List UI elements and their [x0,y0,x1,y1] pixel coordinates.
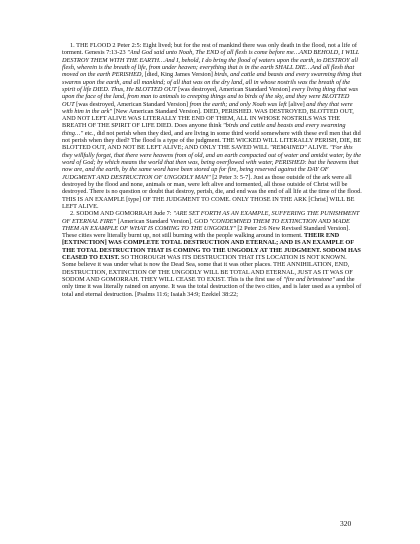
italic-quote: "REMAINED" [270,144,307,152]
italic-quote: from the earth; and only Noah was left [189,100,287,108]
text-run: [2 Peter 2:6 New Revised Standard Version]. These cities were literally burnt up, not still burning with the people walking around in torment. [62,224,350,240]
italic-quote: "fire and brimstone" [283,276,335,283]
text-run: [2 Peter 3: 5-7]. Just as those outside of the ark were all destroyed by the flood and none, animals or man, were left alive and tormented, all those outside of Christ will be destroyed. There is no question or doubt that destroy, perish, die, and end was the end of all life at the time of the flood. THIS IS AN EXAMPLE [type] OF THE JUDGMENT TO COME. ONLY THOSE IN THE ARK [Christ] WILL BE LEFT ALIVE. [62,173,362,210]
page-number: 320 [340,519,352,528]
italic-quote: "ARE SET FORTH AS AN EXAMPLE, SUFFERING THE PUNISHMENT OF ETERNAL FIRE" [62,210,360,225]
text-run: 1. THE FLOOD 2 Peter 2:5: Eight lived; but for the rest of mankind there was only death in the flood, not a life of torment. Genesis 7:13-23 [62,42,357,57]
paragraph-flood [62,42,362,210]
text-run: ALIVE. [306,144,330,152]
text-run: [New American Standard Version]. DIED, PERISHED. WAS DESTROYED, BLOTTED OUT, AND NOT LEFT ALIVE WAS LITERALLY THE END OF THEM, ALL IN WHOSE NOSTRILS WAS THE BREATH OF THE SPIRIT OF LIFE DIED. Does anyone think [62,107,354,130]
text-run: SO THOROUGH WAS ITS DESTRUCTION THAT ITS LOCATION IS NOT KNOWN. Some believe it was under what is now the Dead Sea, some that it was other places. THE ANNIHILATION, END, DESTRUCTION, EXTINCTION OF THE UNGODLY WILL BE TOTAL AND ETERNAL, JUST AS IT WAS OF SODOM AND GOMORRAH. THEY WILL CEASE TO EXIST. This is the first use of [62,254,353,283]
text-run: [was destroyed, American Standard Version] [74,100,190,108]
paragraph-sodom-and-gomorrah [62,210,362,298]
italic-quote: "birds and cattle and beasts and every swarming thing…" [62,122,346,137]
italic-quote: every living thing that was upon the face of the land, from man to animals to creeping things and to birds of the sky, and they were BLOTTED OUT [62,85,359,108]
italic-quote: "And God said unto Noah, The END of all flesh is come before me…AND BEHOLD, I WILL DESTROY THEM WITH THE EARTH…And I, behold, I do bring the flood of waters upon the earth, to DESTROY all flesh, wherein is the breath of life, from under heaven; everything that is in the earth SHALL DIE…And all flesh that moved on the earth PERISHED, [62,49,360,79]
italic-quote: birds, and cattle and beasts and every swarming thing that swarms upon the earth, and all mankind; of all that was on the dry land, all in whose nostrils was the breath of the spirit of life DIED. Thus, He BLOTTED OUT [62,71,362,93]
text-run: 2. SODOM AND GOMORRAH Jude 7: [70,210,174,218]
italic-quote: "CONDEMNED THEM TO EXTINCTION AND MADE THEM AN EXAMPLE OF WHAT IS COMING TO THE UNGODLY" [62,217,350,232]
text-run: [alive] [286,100,307,108]
italic-quote: "For this they willfully forget, that there were heavens from of old, and an earth compacted out of water and amidst water, by the word of God; by which means the world that then was, being overflowed with water, PERISHED: but the heavens that now are, and the earth, by the same word have been stored up for fire, being reserved against the DAY OF JUDGMENT AND DESTRUCTION OF UNGODLY MAN" [62,144,362,181]
text-run: etc., did not perish when they died, and are living in some third world somewhere with these evil men that did not perish when they died? The flood is a type of the judgment. THE WICKED WILL LITERALLY PERISH, DIE, BE BLOTTED OUT, AND NOT BE LEFT ALIVE; AND ONLY THE SAVED WILL [62,129,362,152]
bold-emphasis: THEIR END [EXTINCTION] WAS COMPLETE TOTAL DESTRUCTION AND ETERNAL; AND IS AN EXAMPLE OF THE TOTAL DESTRUCTION THAT IS COMING TO THE UNGODLY AT THE JUDGMENT. SODOM HAS CEASED TO EXIST. [62,232,361,262]
body-text [62,42,362,298]
text-run: [was destroyed, American Standard Version] [176,85,292,93]
text-run: and the only time it was literally rained on anyone. It was the total destruction of the two cities, and is later used as a symbol of total and eternal destruction. [Psalms 11:6; Isaiah 34:9; Ezekiel 38:22; [62,276,362,298]
italic-quote: and they that were with him in the ark" [62,100,353,115]
text-run: [died, King James Version] [143,71,215,79]
text-run: [American Standard Version]. GOD [116,217,210,225]
